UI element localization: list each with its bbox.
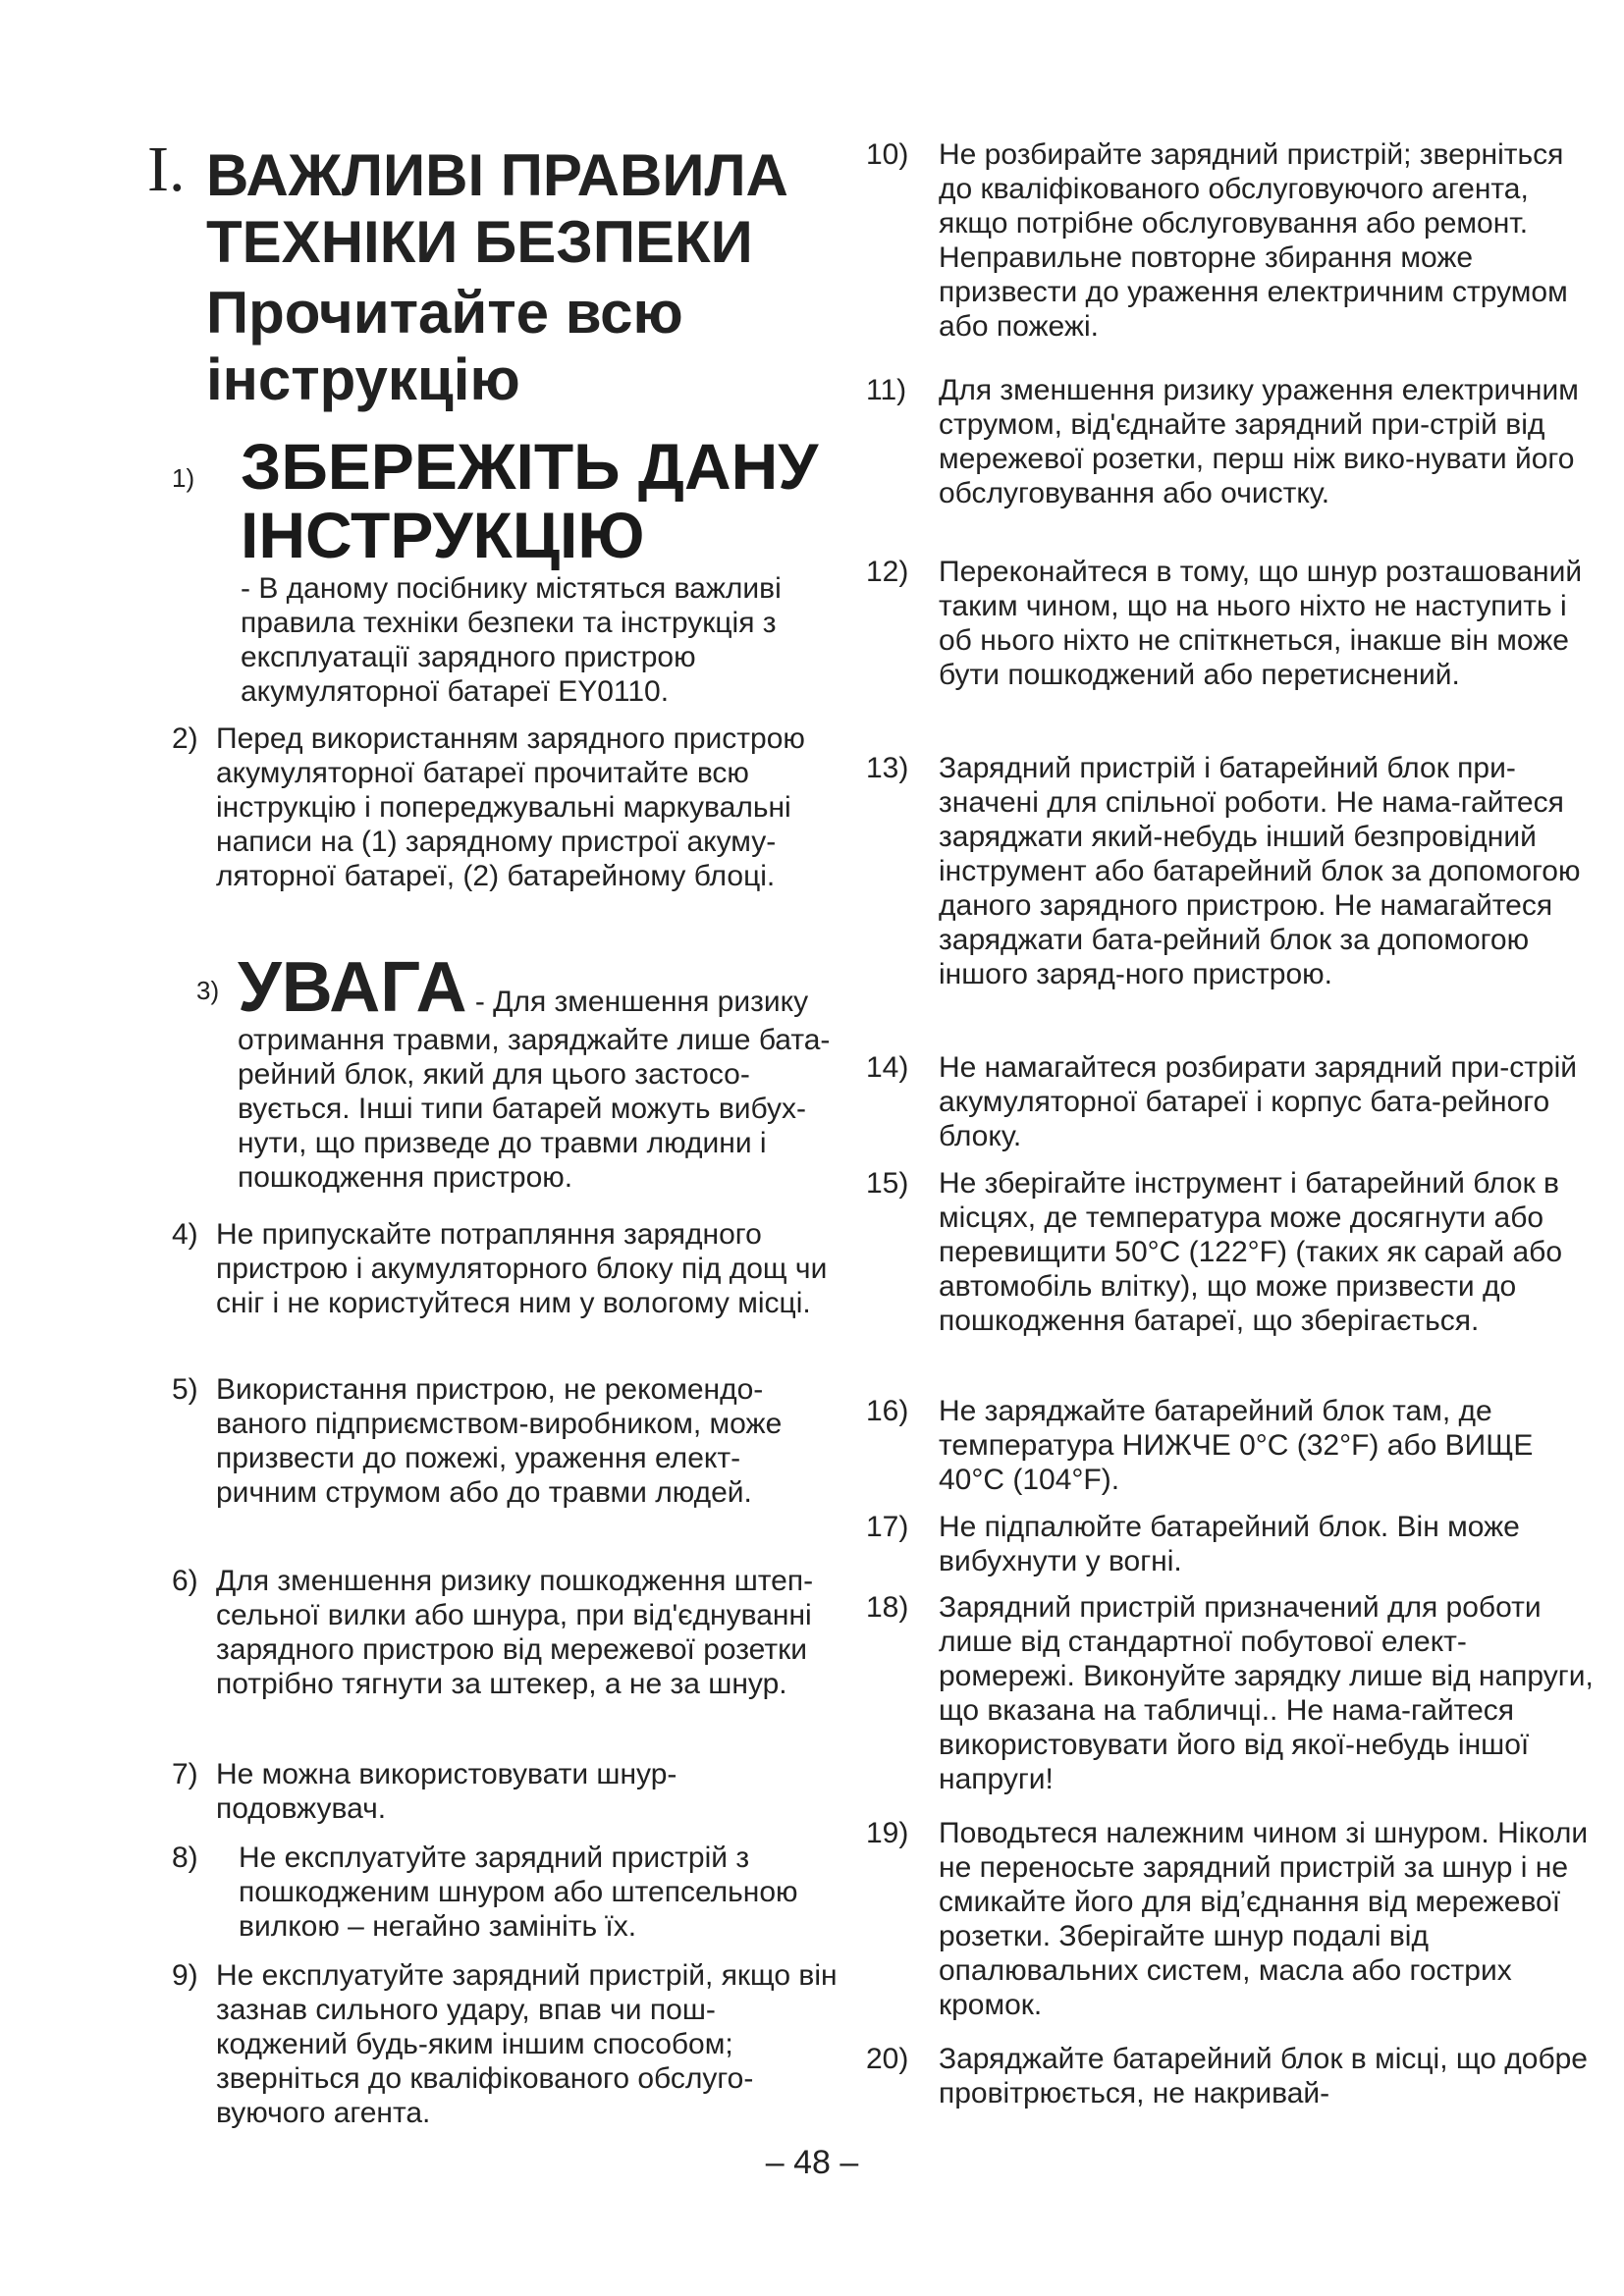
rule-item-18: [866, 1590, 1602, 1796]
rule-item-9: [172, 1958, 839, 2130]
rule-text: Не намагайтеся розбирати зарядний при-стрій акумуляторної батареї і корпус бата-рейного блоку.: [939, 1051, 1578, 1152]
rule-text: Заряджайте батарейний блок в місці, що добре провітрюється, не накривай-: [939, 2043, 1588, 2109]
rule-text: Не підпалюйте батарейний блок. Він може вибухнути у вогні.: [939, 1511, 1520, 1577]
section-title: ВАЖЛИВІ ПРАВИЛА ТЕХНІКИ БЕЗПЕКИ: [206, 142, 788, 275]
rule-number: 14): [866, 1051, 909, 1084]
rule-number: 19): [866, 1817, 909, 1849]
rule-text: Поводьтеся належним чином зі шнуром. Ніколи не переносьте зарядний пристрій за шнур і не смикайте його для від’єднання від мережевої розетки. Зберігайте шнур подалі від опалювальних систем, масла або гострих кромок.: [939, 1817, 1589, 2021]
rule-text: Не зберігайте інструмент і батарейний блок в місцях, де температура може досягнути або перевищити 50°C (122°F) (таких як сарай або автомобіль влітку), що може призвести до пошкодження батареї, що зберігається.: [939, 1167, 1563, 1337]
rule-number: 9): [172, 1959, 198, 1992]
rule-item-16: [866, 1394, 1602, 1497]
rule-text: Зарядний пристрій і батарейний блок при-значені для спільної роботи. Не нама-гайтеся заряджати який-небудь інший безпровідний інструмент або батарейний блок за допомогою даного зарядного пристрою. Не намагайтеся заряджати бата-рейний блок за допомогою іншого заряд-ного пристрою.: [939, 752, 1581, 990]
rule-item-5: [172, 1372, 839, 1510]
rule-number: 10): [866, 138, 909, 171]
rule-text: Перед використанням зарядного пристрою акумуляторної батареї прочитайте всю інструкцію і попереджувальні маркувальні написи на (1) зарядному пристрої акуму-ляторної батареї, (2) батарейному блоці.: [216, 722, 805, 892]
rule-number: 8): [172, 1842, 198, 1874]
section-subtitle: Прочитайте всю інструкцію: [206, 280, 683, 412]
rule-item-2: [172, 721, 869, 893]
rule-text: Не розбирайте зарядний пристрій; зверніться до кваліфікованого обслуговуючого агента, якщо потрібне обслуговування або ремонт. Неправильне повторне збирання може призвести до ураження електричним струмом або пожежі.: [939, 138, 1568, 343]
rule-text: Зарядний пристрій призначений для роботи лише від стандартної побутової елект-ромережі. Виконуйте зарядку лише від напруги, що вказана на табличці.. Не нама-гайтеся використовувати його від якої-небудь іншої напруги!: [939, 1591, 1594, 1795]
rule-item-6: [172, 1564, 839, 1701]
rule-item-15: [866, 1166, 1602, 1338]
section-numeral: I.: [147, 133, 186, 205]
rule-item-12: [866, 555, 1602, 692]
rule-item-11: [866, 373, 1602, 510]
rule-number: 1): [172, 463, 195, 493]
rule-item-14: [866, 1050, 1602, 1153]
rule-text: Не експлуатуйте зарядний пристрій, якщо він зазнав сильного удару, впав чи пош-коджений будь-яким іншим способом; зверніться до кваліфікованого обслуго-вуючого агента.: [216, 1959, 838, 2129]
rule-number: 11): [866, 374, 907, 406]
rule-number: 5): [172, 1373, 198, 1406]
rule-number: 7): [172, 1758, 198, 1790]
rule-number: 20): [866, 2043, 909, 2075]
rule-item-7: [172, 1757, 839, 1826]
rule-number: 4): [172, 1218, 198, 1251]
rule-number: 18): [866, 1591, 909, 1624]
rule-text: Для зменшення ризику пошкодження штеп-сельної вилки або шнура, при від'єднуванні зарядного пристрою від мережевої розетки потрібно тягнути за штекер, а не за шнур.: [216, 1565, 814, 1700]
rule-text: Використання пристрою, не рекомендо-ваного підприємством-виробником, може призвести до пожежі, ураження елект-ричним струмом або до травми людей.: [216, 1373, 783, 1509]
rule-number: 13): [866, 752, 909, 784]
rule-item-13: [866, 751, 1602, 991]
rule-title: ЗБЕРЕЖІТЬ ДАНУ ІНСТРУКЦІЮ: [241, 430, 819, 571]
rule-item-20: [866, 2042, 1602, 2110]
rule-text: Не припускайте потрапляння зарядного пристрою і акумуляторного блоку під дощ чи сніг і не користуйтеся ним у вологому місці.: [216, 1218, 828, 1319]
rule-item-17: [866, 1510, 1602, 1578]
rule-number: 2): [172, 722, 198, 755]
rule-number: 12): [866, 556, 909, 588]
rule-text: Не заряджайте батарейний блок там, де температура НИЖЧЕ 0°C (32°F) або ВИЩЕ 40°C (104°F).: [939, 1395, 1534, 1496]
rule-item-3: [196, 948, 854, 1195]
rule-text: - В даному посібнику містяться важливі правила техніки безпеки та інструкція з експлуатації зарядного пристрою акумуляторної батареї EY0110.: [241, 572, 782, 708]
rule-item-4: [172, 1217, 839, 1320]
rule-number: 15): [866, 1167, 909, 1200]
rule-text: Для зменшення ризику ураження електричним струмом, від'єднайте зарядний при-стрій від мережевої розетки, перш ніж вико-нувати його обслуговування або очистку.: [939, 374, 1579, 509]
rule-text: Не експлуатуйте зарядний пристрій з пошкодженим шнуром або штепсельною вилкою – негайно замініть їх.: [239, 1842, 798, 1943]
rule-item-1: [172, 432, 820, 709]
rule-number: 3): [196, 976, 220, 1005]
rule-text: Не можна використовувати шнур-подовжувач.: [216, 1758, 677, 1825]
rule-number: 17): [866, 1511, 909, 1543]
rule-item-8: [172, 1841, 859, 1944]
rule-item-19: [866, 1816, 1602, 2022]
rule-item-10: [866, 137, 1602, 344]
rule-text: - Для зменшення ризику отримання травми, заряджайте лише бата-рейний блок, який для цього застосо-вується. Інші типи батарей можуть вибух-нути, що призведе до травми людини і пошкодження пристрою.: [238, 986, 831, 1194]
rule-title: УВАГА: [238, 948, 467, 1027]
page-number: – 48 –: [765, 2144, 859, 2181]
rule-number: 6): [172, 1565, 198, 1597]
rule-number: 16): [866, 1395, 909, 1427]
rule-text: Переконайтеся в тому, що шнур розташований таким чином, що на нього ніхто не наступить і об нього ніхто не спіткнеться, інакше він може бути пошкоджений або перетиснений.: [939, 556, 1583, 691]
